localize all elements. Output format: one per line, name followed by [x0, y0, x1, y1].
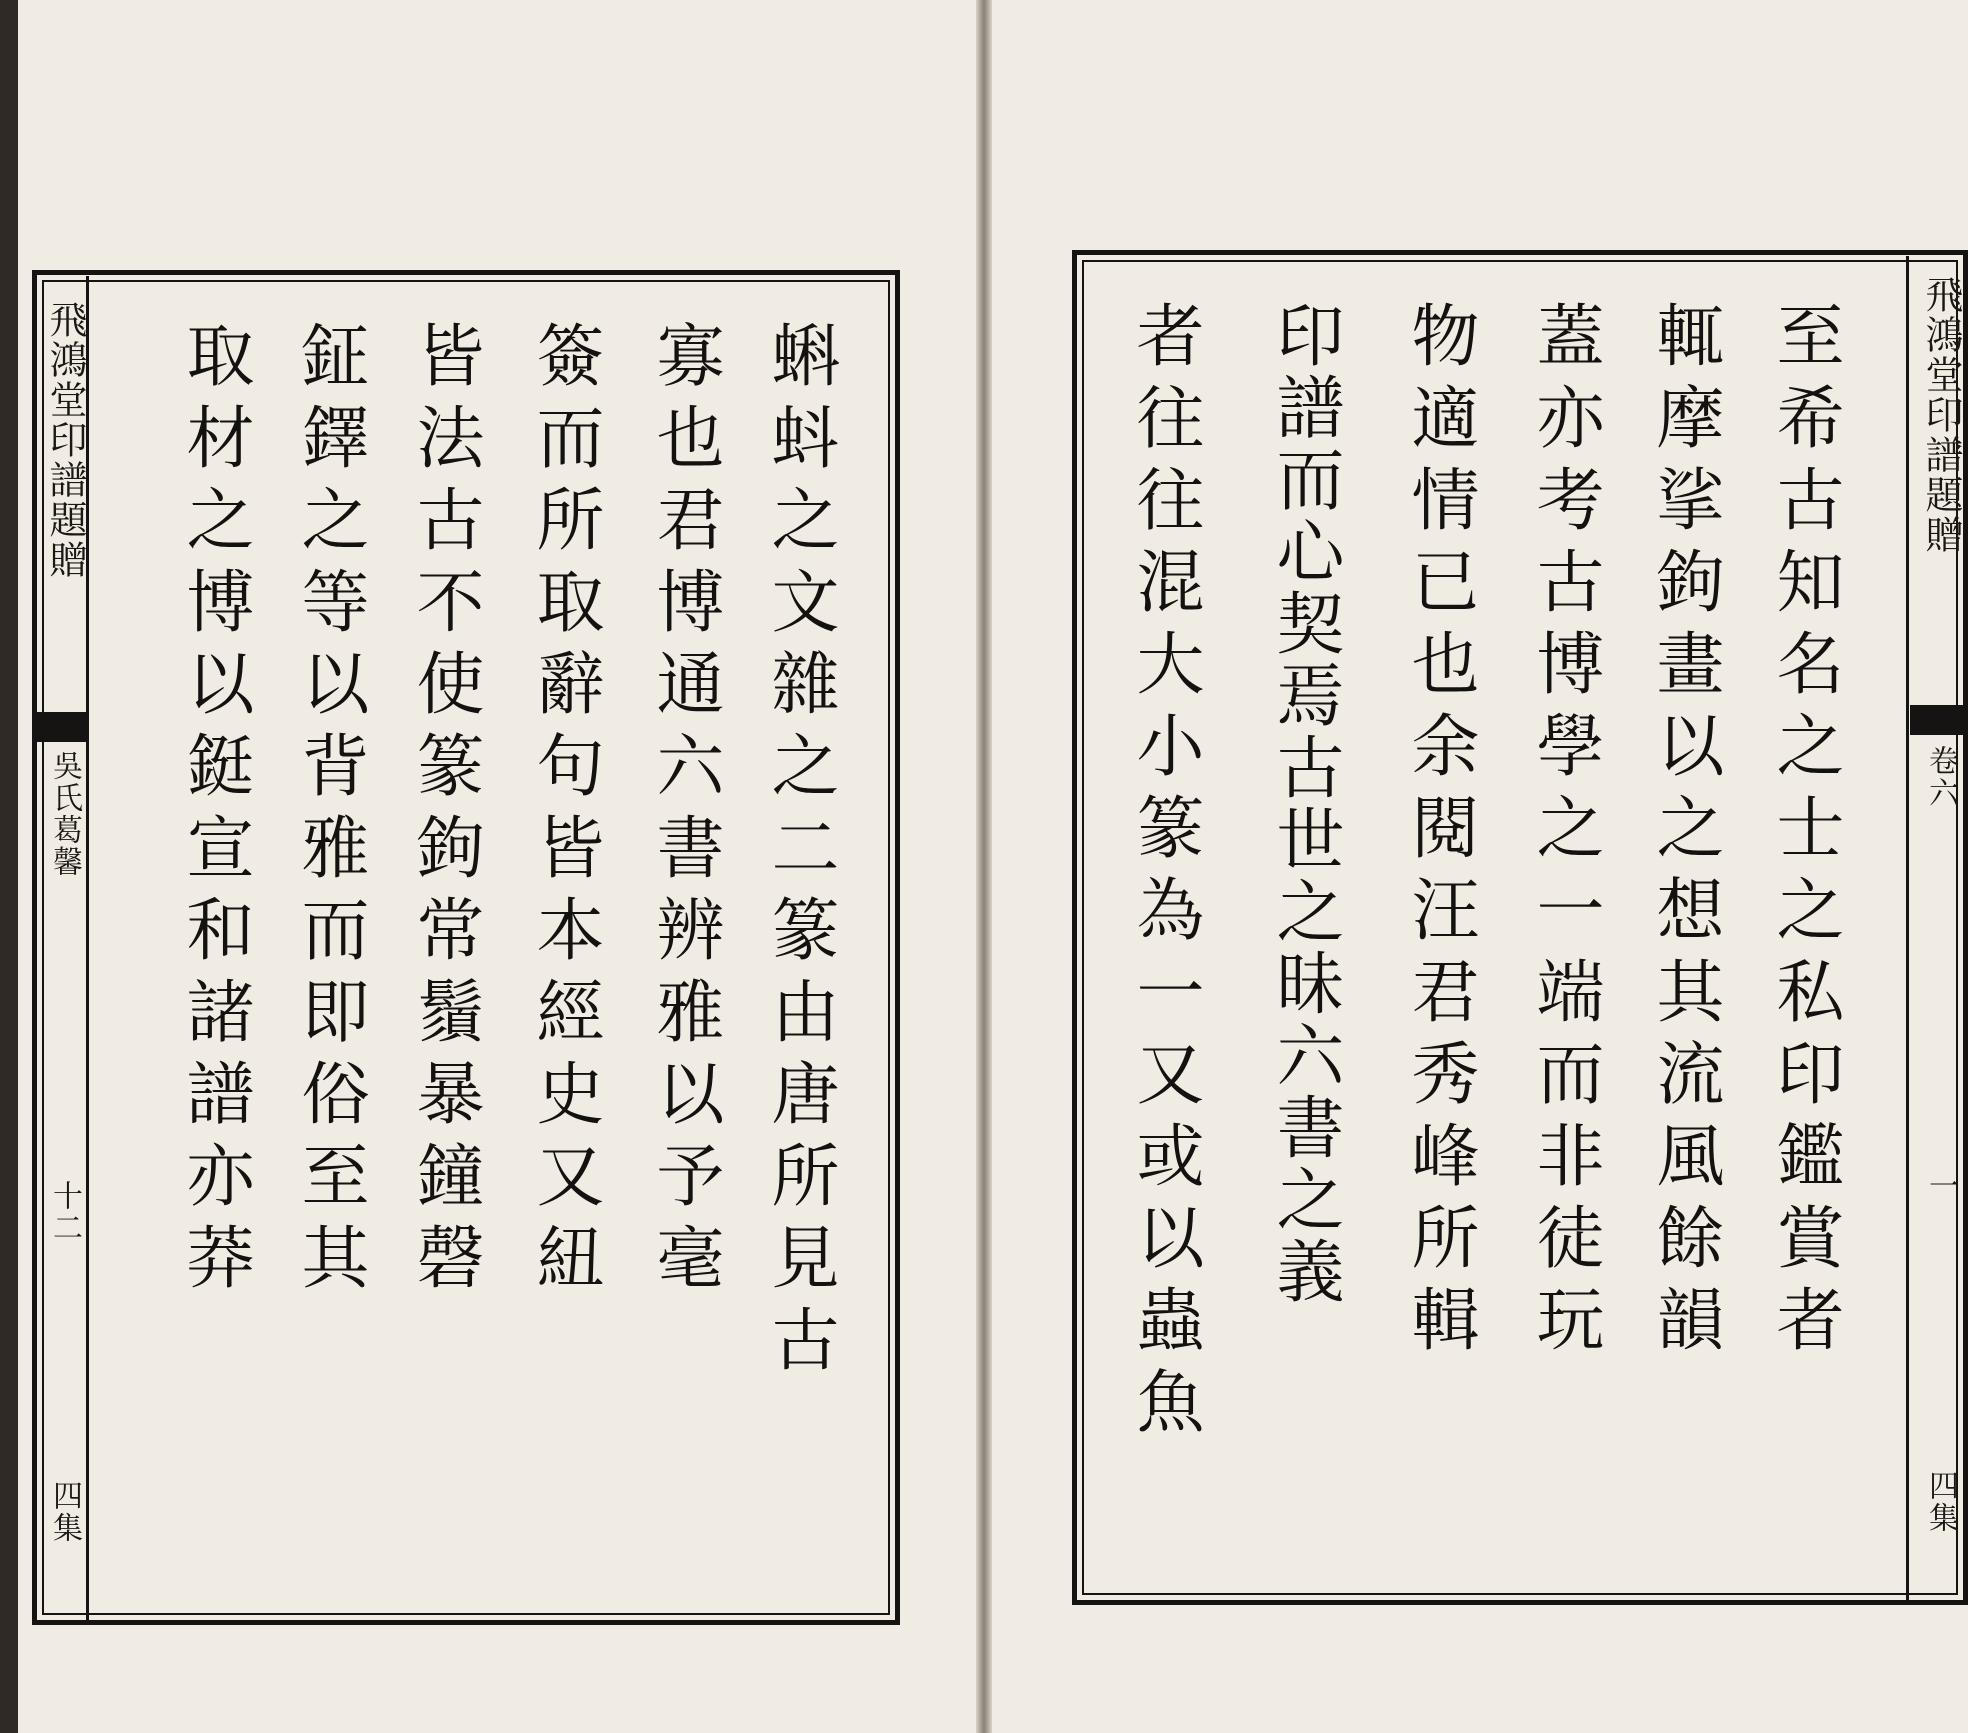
book-gutter	[976, 0, 992, 1733]
right-margin-fishtail	[1910, 705, 1968, 735]
left-column-2: 寡也君博通六書辨雅以予毫	[645, 320, 724, 1304]
right-margin-collection: 四集	[1923, 1470, 1958, 1534]
right-column-4: 物適情已也余閱汪君秀峰所輯	[1400, 300, 1479, 1366]
left-margin-title: 飛鴻堂印譜題贈	[43, 300, 87, 580]
left-column-6: 取材之博以鋌宣和諸譜亦莽	[175, 320, 254, 1304]
right-column-1: 至希古知名之士之私印鑑賞者	[1765, 300, 1844, 1366]
right-column-5: 印譜而心契焉古世之昧六書之義	[1265, 300, 1344, 1308]
right-margin-section: 卷六	[1923, 745, 1958, 809]
left-margin-collection: 四集	[47, 1480, 82, 1544]
right-column-3: 蓋亦考古博學之一端而非徒玩	[1525, 300, 1604, 1366]
right-column-2: 輒摩挲鉤畫以之想其流風餘韻	[1645, 300, 1724, 1366]
right-margin-folio: 一	[1923, 1170, 1958, 1202]
left-margin-fishtail	[34, 712, 86, 742]
left-column-5: 鉦鐸之等以背雅而即俗至其	[290, 320, 369, 1304]
left-margin-section: 吳氏葛馨	[47, 750, 82, 878]
left-column-1: 蝌蚪之文雜之二篆由唐所見古	[760, 320, 839, 1386]
right-column-6: 者往往混大小篆為一又或以蟲魚	[1125, 300, 1204, 1448]
left-column-4: 皆法古不使篆鉤常鬚暴鐘磬	[405, 320, 484, 1304]
right-margin-title: 飛鴻堂印譜題贈	[1919, 275, 1963, 555]
left-margin-folio: 十二	[47, 1180, 82, 1244]
left-column-3: 簽而所取辭句皆本經史又紐	[525, 320, 604, 1304]
right-margin-rule	[1906, 256, 1909, 1600]
